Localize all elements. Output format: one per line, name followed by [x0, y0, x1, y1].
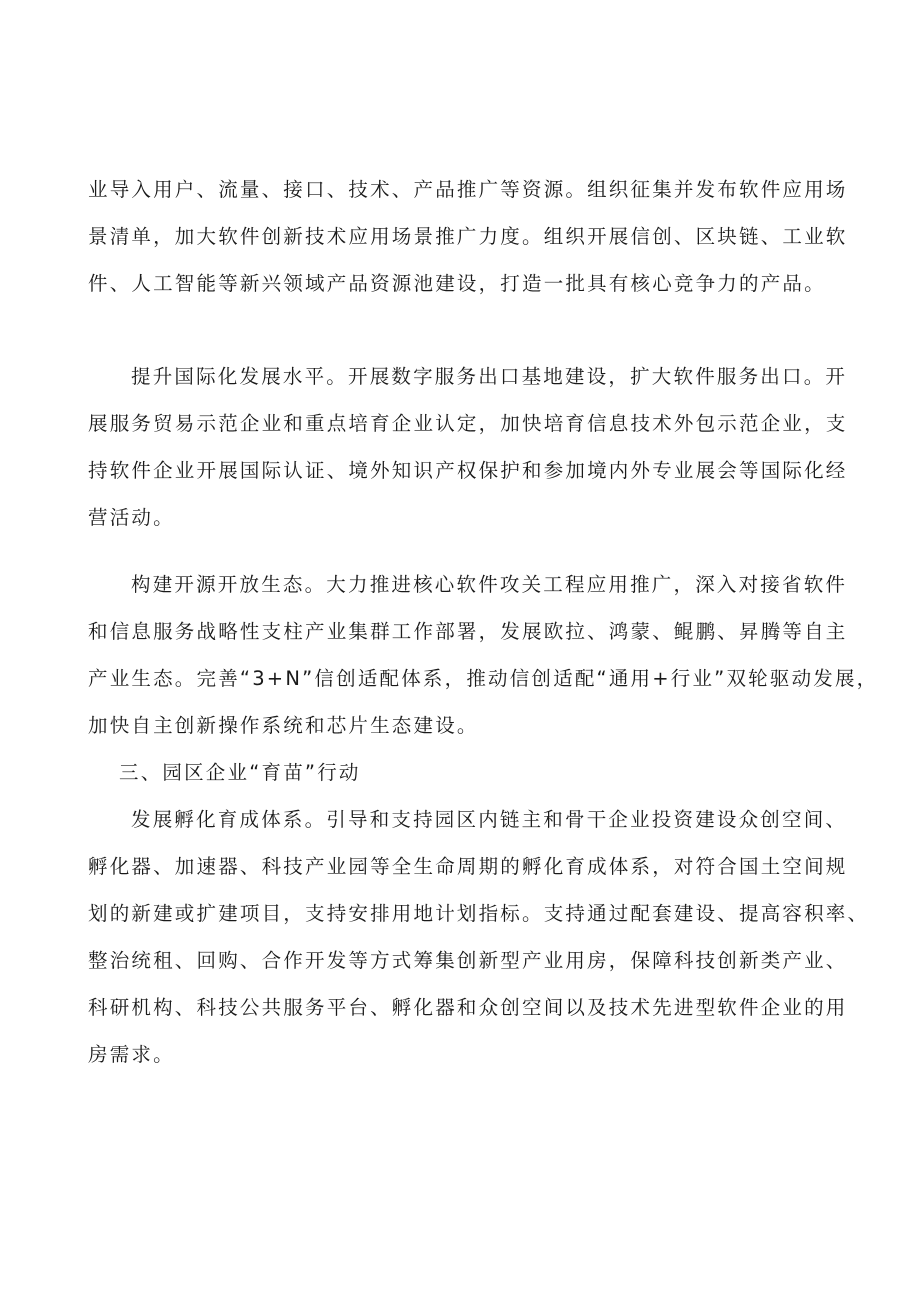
text-line: 和信息服务战略性支柱产业集群工作部署，发展欧拉、鸿蒙、鲲鹏、昇腾等自主 — [88, 620, 848, 643]
text-line: 孵化器、加速器、科技产业园等全生命周期的孵化育成体系，对符合国土空间规 — [88, 855, 848, 878]
text-line: 加快自主创新操作系统和芯片生态建设。 — [88, 714, 479, 737]
text-line: 营活动。 — [88, 506, 175, 529]
text-line: 整治统租、回购、合作开发等方式筹集创新型产业用房，保障科技创新类产业、 — [88, 949, 848, 972]
text-line: 科研机构、科技公共服务平台、孵化器和众创空间以及技术先进型软件企业的用 — [88, 996, 848, 1019]
text-line: 划的新建或扩建项目，支持安排用地计划指标。支持通过配套建设、提高容积率、 — [88, 902, 870, 925]
text-line: 产业生态。完善“3+N”信创适配体系，推动信创适配“通用+行业”双轮驱动发展， — [88, 667, 879, 690]
text-line: 展服务贸易示范企业和重点培育企业认定，加快培育信息技术外包示范企业，支 — [88, 412, 848, 435]
text-line: 构建开源开放生态。大力推进核心软件攻关工程应用推广，深入对接省软件 — [131, 573, 848, 596]
text-line: 景清单，加大软件创新技术应用场景推广力度。组织开展信创、区块链、工业软 — [88, 225, 848, 248]
text-line: 件、人工智能等新兴领域产品资源池建设，打造一批具有核心竞争力的产品。 — [88, 272, 826, 295]
section-heading: 三、园区企业“育苗”行动 — [119, 761, 361, 784]
text-line: 持软件企业开展国际认证、境外知识产权保护和参加境内外专业展会等国际化经 — [88, 459, 848, 482]
text-line: 业导入用户、流量、接口、技术、产品推广等资源。组织征集并发布软件应用场 — [88, 178, 848, 201]
text-line: 提升国际化发展水平。开展数字服务出口基地建设，扩大软件服务出口。开 — [131, 365, 848, 388]
text-line: 发展孵化育成体系。引导和支持园区内链主和骨干企业投资建设众创空间、 — [131, 808, 848, 831]
text-line: 房需求。 — [88, 1043, 175, 1066]
